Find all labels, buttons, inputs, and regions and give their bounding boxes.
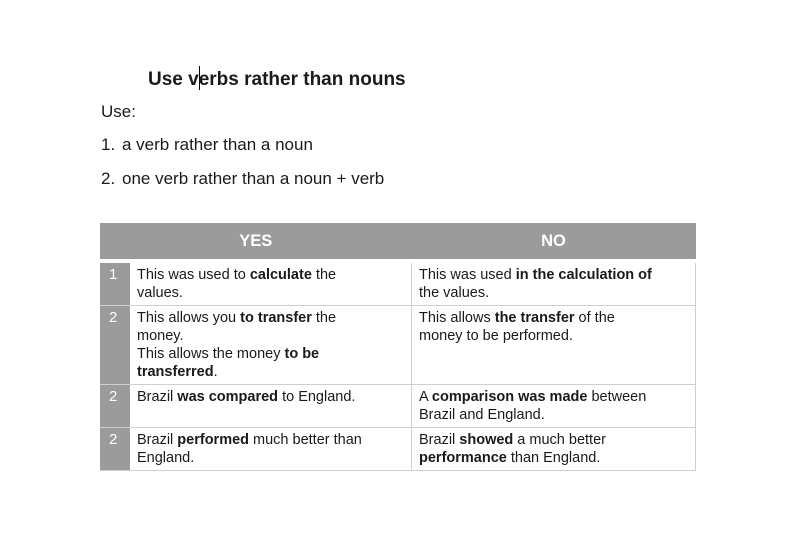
table-row — [100, 385, 696, 428]
table-row — [100, 428, 696, 471]
emphasized-text: calculate — [249, 267, 312, 283]
page-title — [148, 66, 406, 91]
cell-line — [137, 327, 405, 345]
cell-text: England. — [137, 450, 195, 466]
cell-line — [137, 345, 405, 363]
emphasized-text: in the calculation of — [515, 267, 652, 283]
table-row — [100, 306, 696, 385]
row-number: 2 — [100, 385, 130, 428]
cell-text: values. — [137, 285, 183, 301]
cell-line — [137, 363, 405, 381]
cell-line — [419, 406, 689, 424]
cell-line — [419, 449, 689, 467]
cell-line — [419, 266, 689, 284]
cell-line — [137, 449, 405, 467]
cell-text: of the — [574, 310, 615, 326]
cell-text: Brazil — [137, 432, 178, 448]
cell-text: much better than — [249, 432, 362, 448]
cell-line — [137, 388, 405, 406]
yes-cell — [130, 385, 412, 428]
row-number: 1 — [100, 263, 130, 306]
yes-cell — [130, 428, 412, 471]
intro-text: Use: — [101, 102, 136, 121]
cell-text: . — [213, 364, 218, 380]
emphasized-text: the transfer — [494, 310, 575, 326]
cell-text: the — [311, 267, 337, 283]
yes-cell — [130, 263, 412, 306]
cell-line — [137, 284, 405, 302]
no-cell — [412, 306, 696, 385]
yes-column-header: YES — [100, 223, 412, 259]
cell-text: This was used — [419, 267, 516, 283]
list-item — [101, 135, 384, 169]
row-number: 2 — [100, 306, 130, 385]
guideline-list — [101, 135, 384, 203]
comparison-table — [100, 223, 696, 471]
cell-text: money to be performed. — [419, 328, 573, 344]
cell-text: Brazil — [419, 432, 460, 448]
cell-text: Brazil — [137, 389, 178, 405]
cell-text: the — [311, 310, 337, 326]
row-number: 2 — [100, 428, 130, 471]
cell-text: than England. — [506, 450, 601, 466]
emphasized-text: comparison was made — [431, 389, 588, 405]
no-column-header: NO — [412, 223, 696, 259]
cell-line — [419, 309, 689, 327]
cell-text: between — [587, 389, 647, 405]
cell-text: the values. — [419, 285, 490, 301]
cell-text: a much better — [513, 432, 606, 448]
cell-text: This allows — [419, 310, 495, 326]
cell-line — [419, 388, 689, 406]
cell-text: This was used to — [137, 267, 250, 283]
list-item-text: one verb rather than a noun + verb — [122, 169, 385, 188]
cell-text: This allows you — [137, 310, 241, 326]
cell-text: money. — [137, 328, 184, 344]
emphasized-text: to transfer — [240, 310, 312, 326]
cell-text: This allows the money — [137, 346, 285, 362]
list-item-number: 2. — [101, 169, 116, 188]
emphasized-text: performance — [419, 450, 507, 466]
cell-text: Brazil and England. — [419, 407, 545, 423]
emphasized-text: was compared — [177, 389, 279, 405]
cell-line — [137, 309, 405, 327]
cell-line — [137, 431, 405, 449]
no-cell — [412, 385, 696, 428]
emphasized-text: performed — [177, 432, 250, 448]
no-cell — [412, 263, 696, 306]
cell-line — [419, 284, 689, 302]
emphasized-text: showed — [459, 432, 514, 448]
cell-text: A — [419, 389, 432, 405]
cell-line — [419, 431, 689, 449]
title-part-1: Use v — [148, 69, 199, 90]
cell-text: to England. — [278, 389, 356, 405]
list-item-number: 1. — [101, 135, 116, 154]
emphasized-text: to be — [284, 346, 320, 362]
list-item — [101, 169, 384, 203]
table-header-row — [100, 223, 696, 259]
table-row — [100, 263, 696, 306]
emphasized-text: transferred — [137, 364, 214, 380]
list-item-text: a verb rather than a noun — [122, 135, 313, 154]
no-cell — [412, 428, 696, 471]
title-part-2: erbs rather than nouns — [198, 69, 406, 90]
cell-line — [419, 327, 689, 345]
cell-line — [137, 266, 405, 284]
yes-cell — [130, 306, 412, 385]
